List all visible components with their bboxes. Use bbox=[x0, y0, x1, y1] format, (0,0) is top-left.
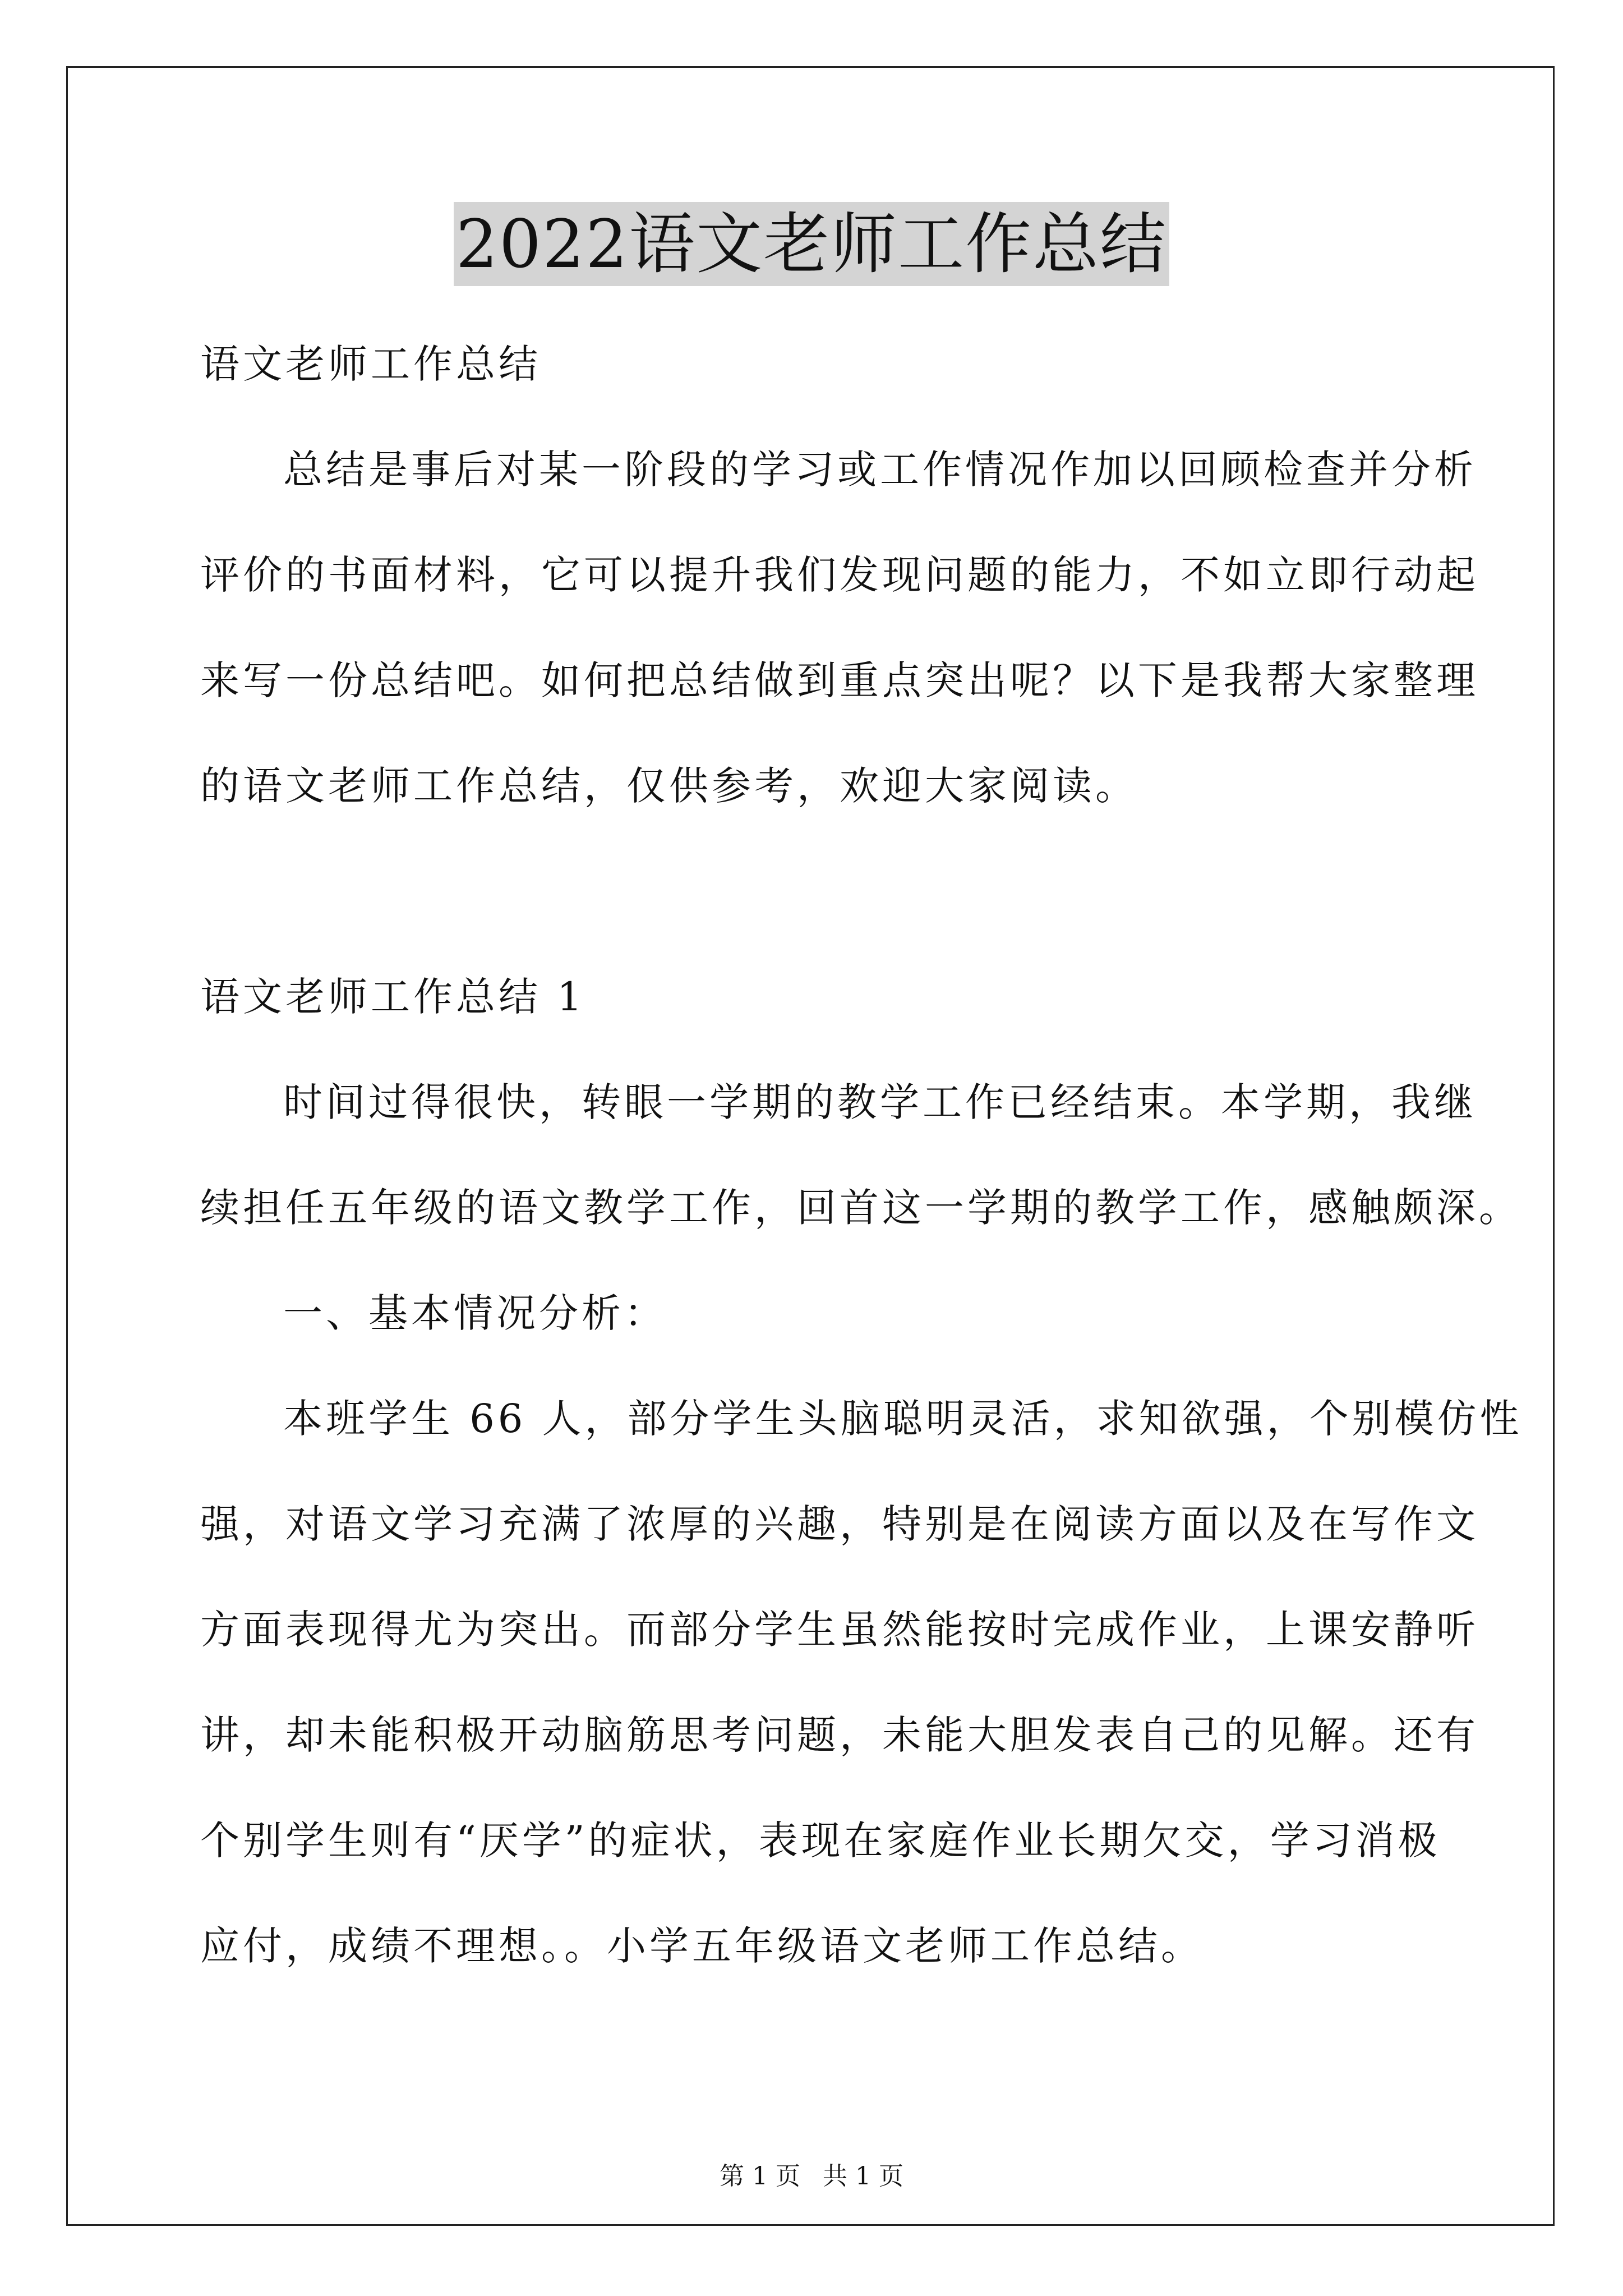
text-line: 来写一份总结吧。如何把总结做到重点突出呢？以下是我帮大家整理 bbox=[200, 657, 1479, 703]
text-line: 评价的书面材料，它可以提升我们发现问题的能力，不如立即行动起 bbox=[200, 552, 1479, 598]
document-body bbox=[200, 311, 1523, 1999]
text-line: 本班学生 66 人，部分学生头脑聪明灵活，求知欲强，个别模仿性 bbox=[283, 1396, 1523, 1442]
section-heading: 语文老师工作总结 bbox=[200, 341, 541, 387]
text-line: 讲，却未能积极开动脑筋思考问题，未能大胆发表自己的见解。还有 bbox=[200, 1712, 1479, 1758]
text-line: 个别学生则有“厌学”的症状，表现在家庭作业长期欠交，学习消极 bbox=[200, 1818, 1441, 1864]
paragraph-spacer bbox=[200, 839, 1445, 944]
title-container bbox=[0, 202, 1623, 286]
text-line: 续担任五年级的语文教学工作，回首这一学期的教学工作，感触颇深。 bbox=[200, 1185, 1521, 1231]
text-line: 总结是事后对某一阶段的学习或工作情况作加以回顾检查并分析 bbox=[283, 447, 1477, 493]
text-line: 应付，成绩不理想。。小学五年级语文老师工作总结。 bbox=[200, 1923, 1204, 1969]
document-title: 2022语文老师工作总结 bbox=[454, 202, 1169, 286]
text-line: 强，对语文学习充满了浓厚的兴趣，特别是在阅读方面以及在写作文 bbox=[200, 1501, 1479, 1547]
page-number: 第 1 页 bbox=[720, 2162, 800, 2191]
section-heading: 语文老师工作总结 1 bbox=[200, 974, 585, 1020]
text-line: 一、基本情况分析： bbox=[283, 1290, 667, 1336]
page-footer bbox=[0, 2160, 1623, 2193]
text-line: 方面表现得尤为突出。而部分学生虽然能按时完成作业，上课安静听 bbox=[200, 1607, 1479, 1653]
text-line: 的语文老师工作总结，仅供参考，欢迎大家阅读。 bbox=[200, 763, 1138, 809]
page-count: 共 1 页 bbox=[823, 2162, 903, 2191]
text-line: 时间过得很快，转眼一学期的教学工作已经结束。本学期，我继 bbox=[283, 1079, 1477, 1125]
